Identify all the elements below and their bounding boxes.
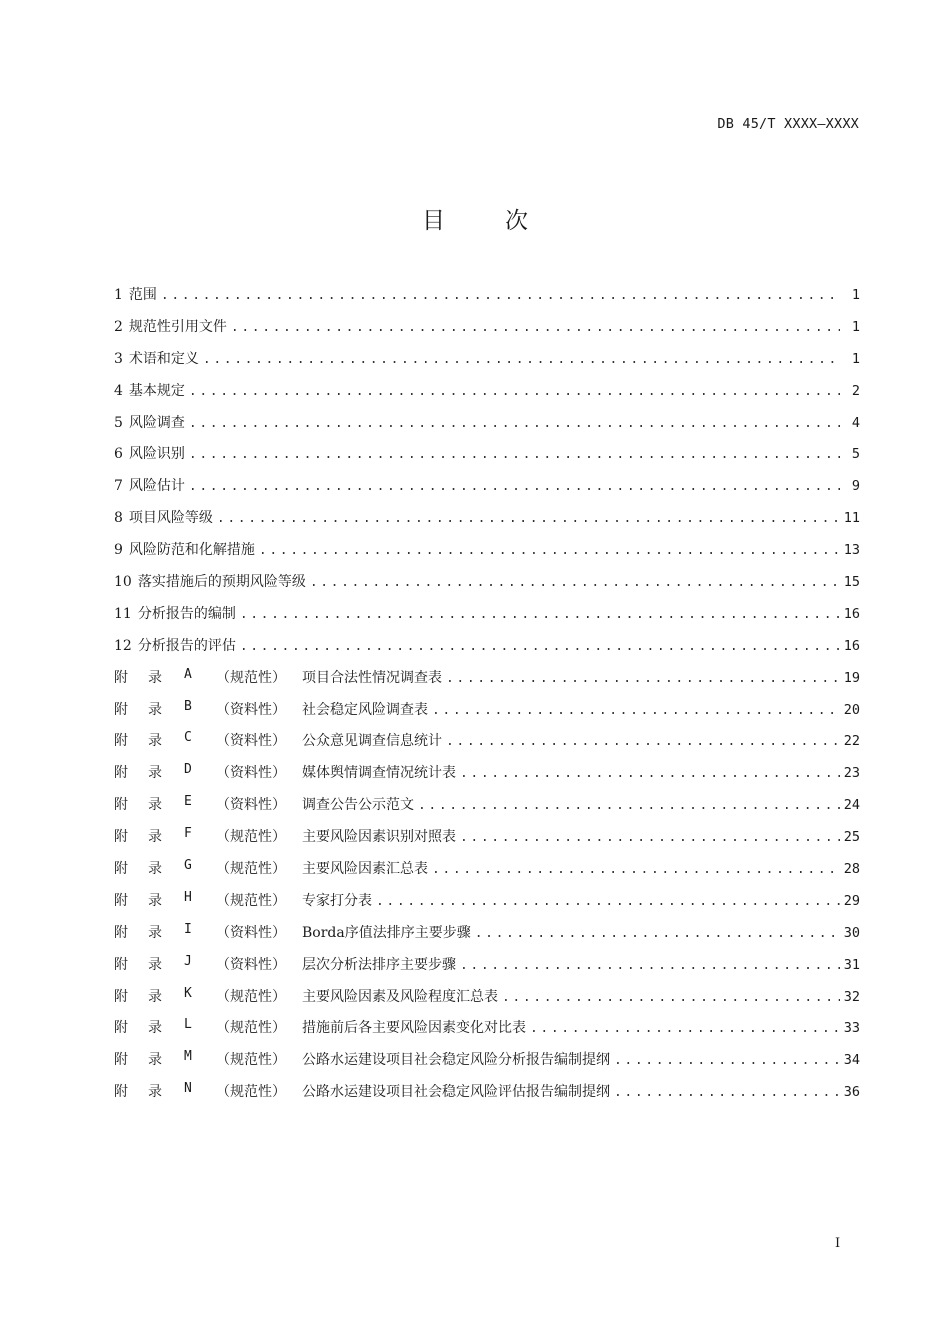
toc-entry-label — [114, 284, 157, 304]
toc-entry-chapter[interactable] — [114, 571, 860, 603]
appendix-letter: F — [184, 826, 192, 842]
chapter-number: 5 — [114, 414, 123, 431]
appendix-letter: A — [184, 666, 192, 682]
dot-leader — [446, 734, 840, 749]
appendix-list — [114, 667, 860, 1113]
toc-entry-appendix[interactable] — [114, 890, 860, 922]
appendix-title: 主要风险因素识别对照表 — [302, 829, 456, 846]
document-code: DB 45/T XXXX—XXXX — [717, 116, 859, 132]
page-number: 22 — [843, 733, 860, 750]
toc-entry-chapter[interactable] — [114, 507, 860, 539]
page-title: 目次 — [422, 208, 588, 234]
appendix-title: 项目合法性情况调查表 — [302, 669, 442, 686]
appendix-word-fu: 附 — [114, 669, 128, 686]
page-number: 1 — [851, 318, 860, 335]
appendix-title: 媒体舆情调查情况统计表 — [302, 765, 456, 782]
dot-leader — [614, 1053, 840, 1068]
page-number: 30 — [843, 924, 860, 941]
toc-entry-chapter[interactable] — [114, 443, 860, 475]
toc-entry-label — [114, 507, 213, 527]
appendix-word-lu: 录 — [148, 956, 162, 973]
dot-leader — [530, 1021, 840, 1036]
chapter-title: 基本规定 — [128, 382, 185, 399]
appendix-word-fu: 附 — [114, 924, 128, 941]
appendix-word-fu: 附 — [114, 733, 128, 750]
page-number: 11 — [843, 510, 860, 527]
dot-leader — [240, 639, 840, 654]
chapter-title: 落实措施后的预期风险等级 — [137, 574, 306, 591]
appendix-kind: （资料性） — [216, 765, 286, 782]
appendix-kind: （规范性） — [216, 669, 286, 686]
chapter-title: 风险识别 — [128, 446, 185, 463]
toc-entry-appendix[interactable] — [114, 667, 860, 699]
page-number: 20 — [843, 701, 860, 718]
appendix-letter: J — [184, 953, 192, 969]
page-number: 24 — [843, 797, 860, 814]
toc-entry-appendix[interactable] — [114, 1049, 860, 1081]
appendix-title: 公路水运建设项目社会稳定风险分析报告编制提纲 — [302, 1052, 610, 1069]
appendix-title: 公众意见调查信息统计 — [302, 733, 442, 750]
dot-leader — [259, 543, 840, 558]
chapter-number: 11 — [114, 605, 132, 622]
appendix-kind: （资料性） — [216, 956, 286, 973]
appendix-word-fu: 附 — [114, 988, 128, 1005]
chapter-number: 1 — [114, 287, 123, 303]
chapter-title: 风险防范和化解措施 — [128, 542, 255, 559]
toc-entry-label — [114, 475, 185, 495]
appendix-title: 专家打分表 — [302, 892, 372, 909]
toc-entry-label — [114, 571, 306, 591]
dot-leader — [310, 575, 840, 590]
page-number: 4 — [851, 414, 860, 431]
appendix-kind: （资料性） — [216, 924, 286, 941]
appendix-label — [114, 667, 302, 687]
appendix-word-fu: 附 — [114, 861, 128, 878]
table-of-contents — [114, 284, 860, 1113]
chapter-number: 4 — [114, 382, 123, 399]
appendix-word-fu: 附 — [114, 765, 128, 782]
toc-entry-appendix[interactable] — [114, 699, 860, 731]
toc-entry-chapter[interactable] — [114, 284, 860, 316]
appendix-word-lu: 录 — [148, 701, 162, 718]
appendix-letter: G — [184, 858, 192, 874]
appendix-word-lu: 录 — [148, 1020, 162, 1037]
appendix-word-lu: 录 — [148, 669, 162, 686]
appendix-title: 公路水运建设项目社会稳定风险评估报告编制提纲 — [302, 1084, 610, 1101]
page-number: 1 — [851, 287, 860, 303]
dot-leader — [502, 990, 840, 1005]
toc-entry-chapter[interactable] — [114, 539, 860, 571]
appendix-kind: （规范性） — [216, 1084, 286, 1101]
appendix-title: Borda序值法排序主要步骤 — [302, 924, 471, 941]
chapter-number: 12 — [114, 637, 132, 654]
appendix-kind: （规范性） — [216, 892, 286, 909]
page-number: 9 — [851, 478, 860, 495]
dot-leader — [475, 926, 840, 941]
page-number: 31 — [843, 956, 860, 973]
toc-entry-appendix[interactable] — [114, 762, 860, 794]
appendix-word-fu: 附 — [114, 829, 128, 846]
appendix-word-fu: 附 — [114, 701, 128, 718]
dot-leader — [189, 416, 840, 431]
dot-leader — [460, 958, 840, 973]
appendix-letter: N — [184, 1081, 192, 1097]
appendix-kind: （规范性） — [216, 1020, 286, 1037]
chapter-title: 范围 — [128, 287, 157, 303]
appendix-label — [114, 1049, 302, 1069]
toc-entry-chapter[interactable] — [114, 475, 860, 507]
dot-leader — [189, 384, 840, 399]
chapter-number: 3 — [114, 350, 123, 367]
page-number: 29 — [843, 892, 860, 909]
appendix-letter: E — [184, 794, 192, 810]
appendix-word-fu: 附 — [114, 1052, 128, 1069]
appendix-label — [114, 730, 302, 750]
toc-entry-label — [114, 539, 255, 559]
toc-entry-chapter[interactable] — [114, 603, 860, 635]
toc-entry-label — [114, 603, 236, 623]
page-number: 33 — [843, 1020, 860, 1037]
appendix-title: 措施前后各主要风险因素变化对比表 — [302, 1020, 526, 1037]
appendix-letter: D — [184, 762, 192, 778]
appendix-word-lu: 录 — [148, 861, 162, 878]
appendix-label — [114, 1081, 302, 1101]
appendix-label — [114, 986, 302, 1006]
appendix-word-fu: 附 — [114, 1084, 128, 1101]
appendix-label — [114, 890, 302, 910]
chapter-title: 风险调查 — [128, 414, 185, 431]
appendix-title: 主要风险因素汇总表 — [302, 861, 428, 878]
appendix-label — [114, 762, 302, 782]
appendix-word-lu: 录 — [148, 797, 162, 814]
dot-leader — [189, 479, 840, 494]
appendix-word-fu: 附 — [114, 892, 128, 909]
appendix-kind: （规范性） — [216, 829, 286, 846]
chapter-title: 项目风险等级 — [128, 510, 213, 527]
page-number: 34 — [843, 1052, 860, 1069]
toc-entry-label — [114, 635, 236, 655]
appendix-label — [114, 922, 302, 942]
appendix-word-fu: 附 — [114, 956, 128, 973]
appendix-letter: B — [184, 698, 192, 714]
toc-entry-appendix[interactable] — [114, 922, 860, 954]
toc-entry-label — [114, 443, 185, 463]
dot-leader — [240, 607, 840, 622]
appendix-label — [114, 826, 302, 846]
appendix-word-lu: 录 — [148, 924, 162, 941]
dot-leader — [161, 288, 840, 303]
page-folio: I — [835, 1236, 841, 1251]
appendix-kind: （规范性） — [216, 1052, 286, 1069]
page-number: 28 — [843, 861, 860, 878]
toc-entry-chapter[interactable] — [114, 412, 860, 444]
chapter-number: 2 — [114, 318, 123, 335]
page-number: 36 — [843, 1084, 860, 1101]
page-number: 15 — [843, 574, 860, 591]
dot-leader — [376, 894, 840, 909]
chapter-title: 分析报告的评估 — [137, 637, 236, 654]
chapter-number: 10 — [114, 574, 132, 591]
dot-leader — [189, 447, 840, 462]
toc-entry-appendix[interactable] — [114, 1017, 860, 1049]
dot-leader — [418, 798, 840, 813]
appendix-letter: K — [184, 985, 192, 1001]
page-number: 16 — [843, 605, 860, 622]
page-number: 32 — [843, 988, 860, 1005]
toc-entry-appendix[interactable] — [114, 954, 860, 986]
toc-entry-appendix[interactable] — [114, 1081, 860, 1113]
chapter-title: 分析报告的编制 — [137, 605, 236, 622]
page-number: 23 — [843, 765, 860, 782]
toc-entry-appendix[interactable] — [114, 858, 860, 890]
appendix-kind: （资料性） — [216, 701, 286, 718]
appendix-word-lu: 录 — [148, 892, 162, 909]
appendix-kind: （资料性） — [216, 797, 286, 814]
toc-entry-chapter[interactable] — [114, 348, 860, 380]
appendix-title: 调查公告公示范文 — [302, 797, 414, 814]
chapter-number: 6 — [114, 446, 123, 463]
appendix-word-fu: 附 — [114, 797, 128, 814]
appendix-letter: M — [184, 1049, 192, 1065]
toc-entry-appendix[interactable] — [114, 794, 860, 826]
appendix-word-lu: 录 — [148, 1084, 162, 1101]
appendix-title: 层次分析法排序主要步骤 — [302, 956, 456, 973]
appendix-kind: （规范性） — [216, 861, 286, 878]
appendix-word-lu: 录 — [148, 733, 162, 750]
toc-entry-appendix[interactable] — [114, 730, 860, 762]
toc-entry-label — [114, 316, 227, 336]
appendix-letter: H — [184, 889, 192, 905]
dot-leader — [460, 766, 840, 781]
dot-leader — [432, 862, 840, 877]
toc-entry-label — [114, 380, 185, 400]
appendix-label — [114, 794, 302, 814]
toc-entry-label — [114, 348, 199, 368]
dot-leader — [460, 830, 840, 845]
toc-entry-appendix[interactable] — [114, 986, 860, 1018]
dot-leader — [614, 1085, 840, 1100]
chapter-title: 风险估计 — [128, 478, 185, 495]
chapter-number: 7 — [114, 478, 123, 495]
appendix-label — [114, 1017, 302, 1037]
page-number: 13 — [843, 542, 860, 559]
appendix-word-lu: 录 — [148, 829, 162, 846]
page-number: 1 — [851, 350, 860, 367]
chapter-list — [114, 284, 860, 667]
toc-entry-label — [114, 412, 185, 432]
page-number: 19 — [843, 669, 860, 686]
appendix-word-fu: 附 — [114, 1020, 128, 1037]
appendix-word-lu: 录 — [148, 765, 162, 782]
toc-entry-chapter[interactable] — [114, 380, 860, 412]
appendix-letter: L — [184, 1017, 192, 1033]
appendix-letter: I — [184, 921, 192, 937]
dot-leader — [446, 671, 840, 686]
appendix-title: 主要风险因素及风险程度汇总表 — [302, 988, 498, 1005]
page-number: 25 — [843, 829, 860, 846]
chapter-number: 9 — [114, 542, 123, 559]
appendix-letter: C — [184, 730, 192, 746]
dot-leader — [231, 320, 840, 335]
page-number: 16 — [843, 637, 860, 654]
chapter-title: 术语和定义 — [128, 350, 199, 367]
toc-entry-chapter[interactable] — [114, 635, 860, 667]
page-number: 5 — [851, 446, 860, 463]
appendix-label — [114, 858, 302, 878]
appendix-word-lu: 录 — [148, 988, 162, 1005]
page-number: 2 — [851, 382, 860, 399]
dot-leader — [203, 352, 840, 367]
toc-entry-appendix[interactable] — [114, 826, 860, 858]
appendix-label — [114, 699, 302, 719]
dot-leader — [432, 703, 840, 718]
appendix-word-lu: 录 — [148, 1052, 162, 1069]
appendix-kind: （规范性） — [216, 988, 286, 1005]
appendix-label — [114, 954, 302, 974]
appendix-kind: （资料性） — [216, 733, 286, 750]
chapter-number: 8 — [114, 510, 123, 527]
appendix-title: 社会稳定风险调查表 — [302, 701, 428, 718]
toc-entry-chapter[interactable] — [114, 316, 860, 348]
dot-leader — [217, 511, 840, 526]
chapter-title: 规范性引用文件 — [128, 318, 227, 335]
